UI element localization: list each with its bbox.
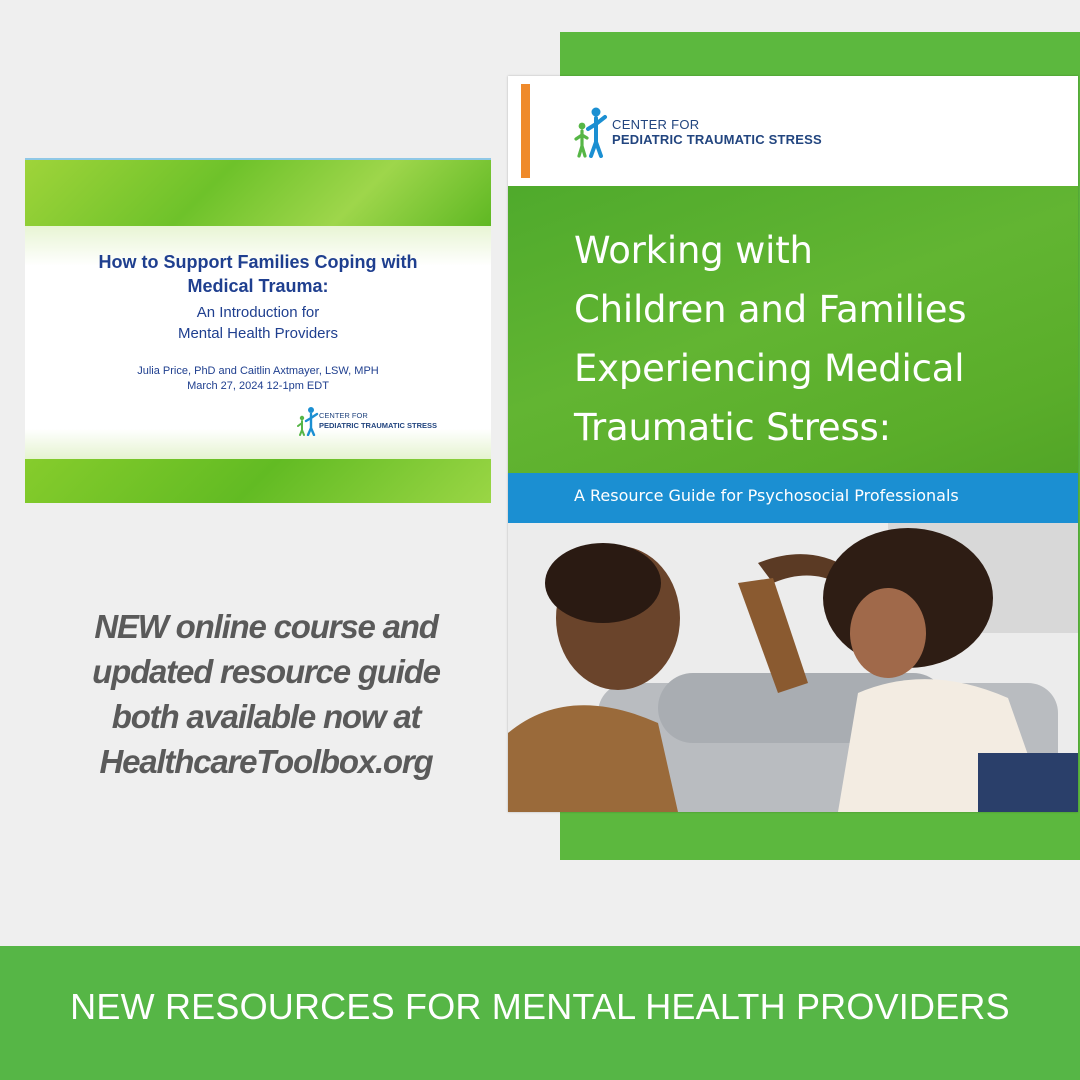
- resource-guide-cover: [508, 76, 1078, 812]
- cover-subtitle-band: [508, 473, 1078, 523]
- slide-title: How to Support Families Coping with Medical Trauma:: [98, 252, 418, 296]
- banner-text: NEW RESOURCES FOR MENTAL HEALTH PROVIDERS: [70, 986, 1010, 1027]
- cover-title: Working with Children and Families Experiencing Medical Traumatic Stress:: [574, 229, 967, 449]
- promo-text: NEW online course and updated resource guide both available now at HealthcareToolbox.org: [92, 608, 440, 780]
- family-figures-icon: [297, 406, 319, 436]
- slide-presenters: Julia Price, PhD and Caitlin Axtmayer, LSW, MPH: [137, 365, 379, 377]
- slide-bottom-band: [25, 459, 491, 503]
- bottom-banner: [0, 946, 1080, 1080]
- family-figures-icon: [574, 106, 608, 158]
- slide-subtitle: An Introduction for Mental Health Providers: [177, 304, 339, 342]
- slide-date: March 27, 2024 12-1pm EDT: [187, 380, 329, 392]
- webinar-slide-thumbnail: [25, 158, 491, 503]
- cover-subtitle: A Resource Guide for Psychosocial Professionals: [574, 486, 959, 505]
- slide-meta: [25, 364, 491, 394]
- parent-child-photo: [508, 523, 1078, 812]
- slide-top-band: [25, 160, 491, 226]
- slide-logo: CENTER FOR PEDIATRIC TRAUMATIC STRESS: [297, 404, 437, 438]
- orange-accent-bar: [521, 84, 530, 178]
- cover-photo: [508, 523, 1078, 812]
- cover-logo: CENTER FOR PEDIATRIC TRAUMATIC STRESS: [574, 106, 822, 158]
